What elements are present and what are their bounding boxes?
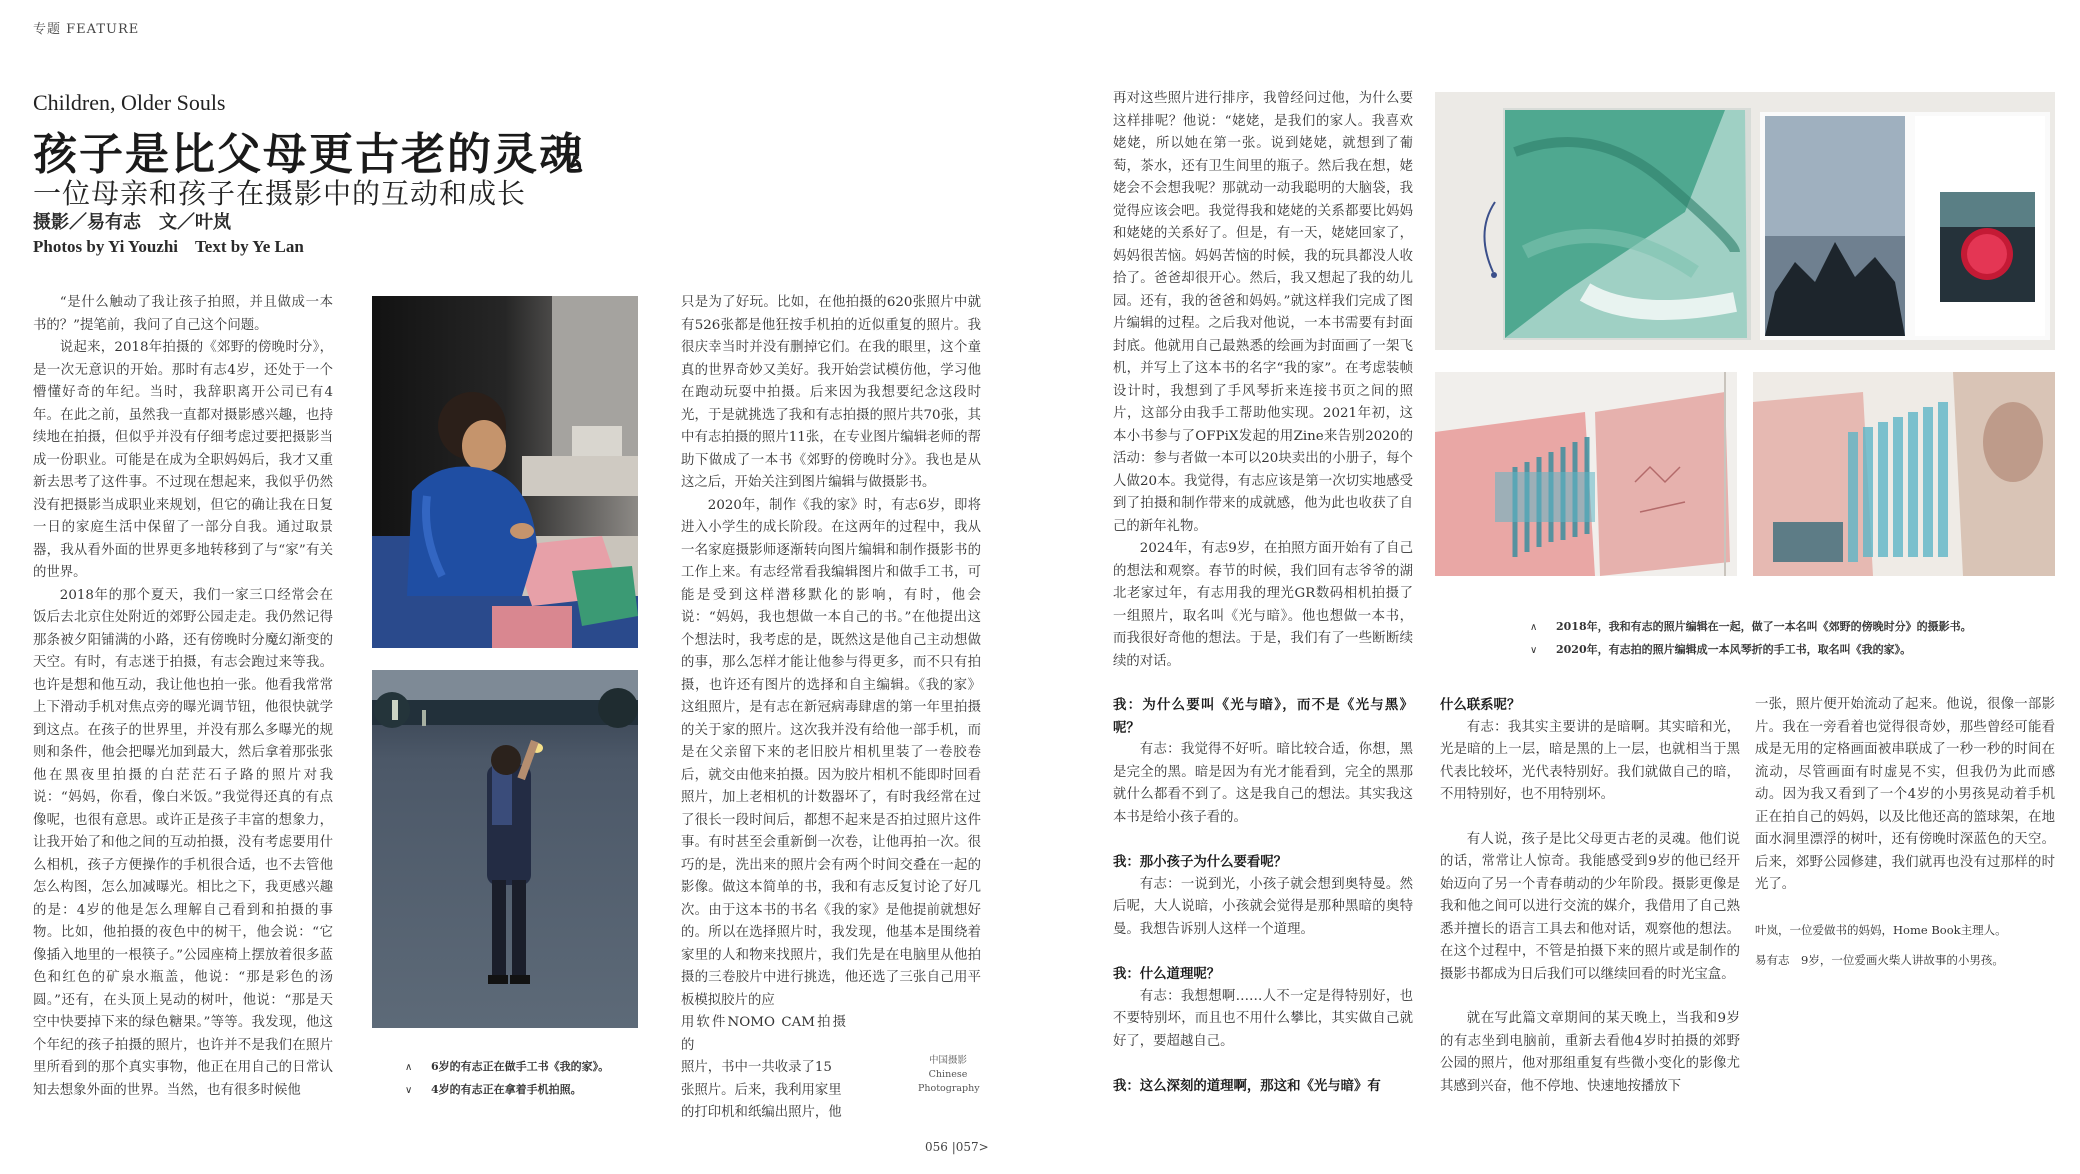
bio-child: 易有志 9岁，一位爱画火柴人讲故事的小男孩。 bbox=[1755, 953, 2004, 967]
subtitle: 一位母亲和孩子在摄影中的互动和成长 bbox=[33, 177, 527, 210]
bio-author: 叶岚，一位爱做书的妈妈，Home Book主理人。 bbox=[1755, 923, 2007, 937]
interview-answer: 有志：我想想啊……人不一定是得特别好，也不要特别坏，而且也不用什么攀比，其实做自己就好了，要超越自己。 bbox=[1113, 988, 1413, 1049]
arrow-down-icon: ∨ bbox=[1530, 645, 1538, 656]
title-chinese: 孩子是比父母更古老的灵魂 bbox=[33, 129, 585, 180]
caption-text: 2018年，我和有志的照片编辑在一起，做了一本名叫《郊野的傍晚时分》的摄影书。 bbox=[1556, 620, 1972, 633]
interview-question: 我：为什么要叫《光与暗》，而不是《光与黑》呢？ bbox=[1113, 697, 1413, 736]
caption-block-right bbox=[1530, 616, 2070, 662]
interview-question: 我：什么道理呢？ bbox=[1113, 966, 1221, 982]
page-numbers: 056 |057> bbox=[925, 1140, 989, 1154]
article-column-1 bbox=[33, 292, 333, 1104]
caption-line bbox=[405, 1056, 665, 1079]
interview-question: 什么联系呢？ bbox=[1440, 697, 1521, 713]
caption-text: 2020年，有志拍的照片编辑成一本风琴折的手工书，取名叫《我的家》。 bbox=[1556, 643, 1912, 656]
interview-answer: 有志：我其实主要讲的是暗啊。其实暗和光，光是暗的上一层，暗是黑的上一层，也就相当于黑代表比较坏，光代表特别好。我们就做自己的暗，不用特别好，也不用特别坏。 bbox=[1440, 719, 1740, 802]
title-english: Children, Older Souls bbox=[33, 90, 226, 115]
article-column-6 bbox=[1755, 694, 2055, 904]
paragraph: 2024年，有志9岁，在拍照方面开始有了自己的想法和观察。春节的时候，我们回有志爷爷的湖北老家过年，有志用我的理光GR数码相机拍摄了一组照片，取名叫《光与暗》。他也想做一本书，而我很好奇他的想法。于是，我们有了一些断断续续的对话。 bbox=[1113, 541, 1413, 669]
credits-english: Photos by Yi Youzhi Text by Ye Lan bbox=[33, 237, 304, 256]
section-tag: 专题 FEATURE bbox=[33, 22, 140, 37]
masthead-line: Photography bbox=[918, 1083, 980, 1094]
paragraph: 有人说，孩子是比父母更古老的灵魂。他们说的话，常常让人惊奇。我能感受到9岁的他已经开始迈向了另一个青春萌动的少年阶段。摄影更像是我和他之间可以进行交流的媒介，我借用了自己熟悉并擅长的语言工具去和他对话，观察他的想法。在这个过程中，不管是拍摄下来的照片或是制作的摄影书都成为日后我们可以继续回看的时光宝盒。 bbox=[1440, 831, 1740, 982]
paragraph: 说起来，2018年拍摄的《郊野的傍晚时分》，是一次无意识的开始。那时有志4岁，还处于一个懵懂好奇的年纪。当时，我辞职离开公司已有4年。在此之前，虽然我一直都对摄影感兴趣，也持续地在拍摄，但似乎并没有仔细考虑过要把摄影当成一份职业。可能是在成为全职妈妈后，我才又重新去思考了这件事。不过现在想起来，我似乎仍然没有把摄影当成职业来规划，但它的确让我在日复一日的家庭生活中保留了一部分自我。通过取景器，我从看外面的世界更多地转移到了与“家”有关的世界。 bbox=[33, 340, 333, 580]
paragraph-line: 张照片。后来，我利用家里 bbox=[681, 1082, 842, 1098]
caption-line bbox=[405, 1079, 665, 1102]
article-column-2 bbox=[681, 292, 981, 1120]
caption-text: 6岁的有志正在做手工书《我的家》。 bbox=[431, 1060, 610, 1073]
paragraph-line: 的打印机和纸编出照片，他 bbox=[681, 1105, 842, 1120]
interview-column bbox=[1113, 694, 1413, 1104]
photo-accordion-book-2 bbox=[1753, 372, 2055, 576]
photo-child-with-phone bbox=[372, 670, 638, 1028]
paragraph: 再对这些照片进行排序，我曾经问过他，为什么要这样排呢？他说：“姥姥，是我们的家人。我喜欢姥姥，所以她在第一张。说到姥姥，就想到了葡萄，茶水，还有卫生间里的瓶子。然后我在想，姥姥会不会想我呢？那就动一动我聪明的大脑袋，我觉得应该会吧。我觉得我和姥姥的关系都要比妈妈和姥姥的关系好了。但是，有一天，姥姥回家了，妈妈很苦恼。妈妈苦恼的时候，我的玩具都没人收拾了。爸爸却很开心。然后，我又想起了我的幼儿园。还有，我的爸爸和妈妈。”就这样我们完成了图片编辑的过程。之后我对他说，一本书需要有封面封底。他就用自己最熟悉的绘画为封面画了一架飞机，并写上了这本书的名字“我的家”。在考虑装帧设计时，我想到了手风琴折来连接书页之间的照片，这部分由我手工帮助他实现。2021年初，这本小书参与了OFPiX发起的用Zine来告别2020的活动：参与者做一本可以20块卖出的小册子，每个人做20本。我觉得，有志应该是第一次切实地感受到了拍摄和制作带来的成就感，他为此也收获了自己的新年礼物。 bbox=[1113, 91, 1413, 534]
interview-answer: 有志：我觉得不好听。暗比较合适，你想，黑是完全的黑。暗是因为有光才能看到，完全的黑那就什么都看不到了。这是我自己的想法。其实我这本书是给小孩子看的。 bbox=[1113, 742, 1413, 825]
paragraph: “是什么触动了我让孩子拍照，并且做成一本书的？”提笔前，我问了自己这个问题。 bbox=[33, 295, 333, 333]
arrow-up-icon: ∧ bbox=[405, 1062, 413, 1073]
interview-question: 我：那小孩子为什么要看呢？ bbox=[1113, 854, 1288, 870]
caption-block-left bbox=[405, 1056, 665, 1102]
arrow-up-icon: ∧ bbox=[1530, 622, 1538, 633]
interview-question: 我：这么深刻的道理啊，那这和《光与暗》有 bbox=[1113, 1078, 1381, 1094]
caption-text: 4岁的有志正在拿着手机拍照。 bbox=[431, 1083, 582, 1096]
paragraph: 只是为了好玩。比如，在他拍摄的620张照片中就有526张都是他狂按手机拍的近似重复的照片。我很庆幸当时并没有删掉它们。在我的眼里，这个童真的世界奇妙又美好。我开始尝试模仿他，学习他在跑动玩耍中拍摄。后来因为我想要纪念这段时光，于是就挑选了我和有志拍摄的照片共70张，其中有志拍摄的照片11张，在专业图片编辑老师的帮助下做成了一本书《郊野的傍晚时分》。我也是从这之后，开始关注到图片编辑与做摄影书。 bbox=[681, 295, 981, 490]
photo-accordion-book-1 bbox=[1435, 372, 1737, 576]
paragraph: 2020年，制作《我的家》时，有志6岁，即将进入小学生的成长阶段。在这两年的过程中，我从一名家庭摄影师逐渐转向图片编辑和制作摄影书的工作上来。有志经常看我编辑图片和做手工书，可能是受到这样潜移默化的影响，有时，他会说：“妈妈，我也想做一本自己的书。”在他提出这个想法时，我考虑的是，既然这是他自己主动想做的事，那么怎样才能让他参与得更多，而不只有拍摄，也许还有图片的选择和自主编辑。《我的家》这组照片，是有志在新冠病毒肆虐的第一年里拍摄的关于家的照片。这次我并没有给他一部手机，而是在父亲留下来的老旧胶片相机里装了一卷胶卷后，就交由他来拍摄。因为胶片相机不能即时回看照片，加上老相机的计数器坏了，有时我经常在过了很长一段时间后，都想不起来是否拍过照片这件事。有时甚至会重新倒一次卷，让他再拍一次。很巧的是，洗出来的照片会有两个时间交叠在一起的影像。做这本简单的书，我和有志反复讨论了好几次。由于这本书的书名《我的家》是他提前就想好的。所以在选择照片时，我发现，他基本是围绕着家里的人和物来找照片，我们先是在电脑里从他拍摄的三卷胶片中进行挑选，他还选了三张自己用平板模拟胶片的应 bbox=[681, 497, 981, 1008]
interview-answer: 有志：一说到光，小孩子就会想到奥特曼。然后呢，大人说暗，小孩就会觉得是那种黑暗的奥特曼。我想告诉别人这样一个道理。 bbox=[1113, 876, 1413, 937]
paragraph-line: 照片，书中一共收录了15 bbox=[681, 1060, 832, 1075]
arrow-down-icon: ∨ bbox=[405, 1085, 413, 1096]
paragraph: 就在写此篇文章期间的某天晚上，当我和9岁的有志坐到电脑前，重新去看他4岁时拍摄的郊野公园的照片，他对那组重复有些微小变化的影像尤其感到兴奋，他不停地、快速地按播放下 bbox=[1440, 1011, 1740, 1094]
credits-chinese: 摄影／易有志 文／叶岚 bbox=[33, 212, 231, 233]
caption-line bbox=[1530, 616, 2070, 639]
paragraph-line: 用软件NOMO CAM拍摄的 bbox=[681, 1015, 846, 1053]
photo-child-making-book bbox=[372, 296, 638, 648]
magazine-masthead bbox=[918, 1054, 978, 1096]
article-column-3 bbox=[1113, 88, 1413, 678]
photo-open-books bbox=[1435, 92, 2055, 350]
paragraph: 2018年的那个夏天，我们一家三口经常会在饭后去北京住处附近的郊野公园走走。我仍然记得那条被夕阳铺满的小路，还有傍晚时分魔幻渐变的天空。有时，有志迷于拍摄，有志会跑过来等我。也许是想和他互动，我让他也拍一张。他看我常常上下滑动手机对焦点旁的曝光调节钮，他很快就学到这点。在孩子的世界里，并没有那么多曝光的规则和条件，他会把曝光加到最大，然后拿着那张张他在黑夜里拍摄的白茫茫石子路的照片对我说：“妈妈，你看，像白米饭。”我觉得还真的有点像呢，也很有意思。或许正是孩子丰富的想象力，让我开始了和他之间的互动拍摄，没有考虑要用什么相机，孩子方便操作的手机很合适，也不去管他怎么构图，怎么加减曝光。相比之下，我更感兴趣的是：4岁的他是怎么理解自己看到和拍摄的事物。比如，他拍摄的夜色中的树干，他会说：“它像插入地里的一根筷子。”公园座椅上摆放着很多蓝色和红色的矿泉水瓶盖，他说：“那是彩色的汤圆。”还有，在头顶上晃动的树叶，他说：“那是天空中快要掉下来的绿色糖果。”等等。我发现，他这个年纪的孩子拍摄的照片，也许并不是我们在照片里所看到的那个真实事物，他正在用自己的日常认知去想象外面的世界。当然，也有很多时候他 bbox=[33, 587, 333, 1098]
masthead-line: 中国摄影 bbox=[928, 1055, 967, 1066]
masthead-line: Chinese bbox=[928, 1069, 968, 1080]
article-column-5 bbox=[1440, 694, 1740, 1104]
caption-line bbox=[1530, 639, 2070, 662]
paragraph: 一张，照片便开始流动了起来。他说，很像一部影片。我在一旁看着也觉得很奇妙，那些曾经可能看成是无用的定格画面被串联成了一秒一秒的时间在流动，尽管画面有时虚晃不实，但我仍为此而感动。因为我又看到了一个4岁的小男孩晃动着手机正在拍自己的妈妈，以及比他还高的篮球架，在地面水洞里漂浮的树叶，还有傍晚时深蓝色的天空。后来，郊野公园修建，我们就再也没有过那样的时光了。 bbox=[1755, 697, 2055, 892]
